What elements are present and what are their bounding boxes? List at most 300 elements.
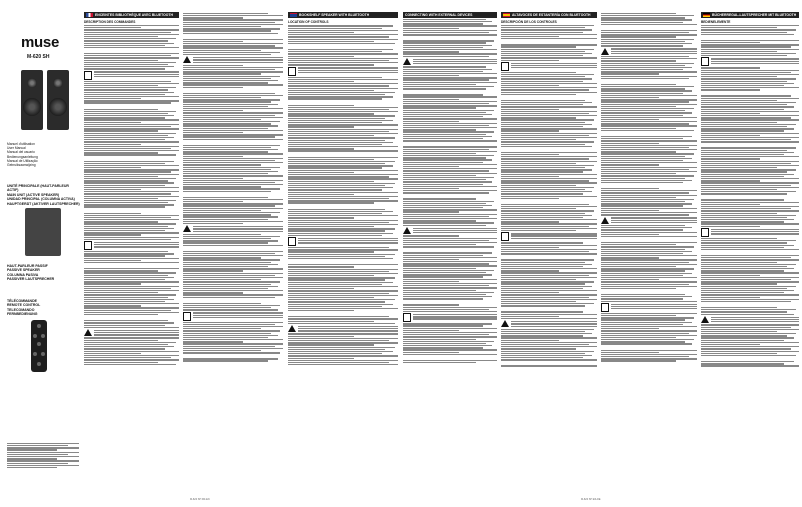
text-line [84,362,158,363]
text-line [183,149,278,150]
remote-legend [7,442,79,469]
text-line [183,71,283,72]
text-line [601,140,697,141]
text-line [84,322,174,323]
text-line [288,340,389,341]
text-line [183,203,283,204]
text-line [84,122,141,123]
text-line [183,153,283,154]
text-line [501,335,583,336]
text-line [183,132,243,133]
text-line [701,331,777,332]
recycle-bin-icon [288,67,296,76]
text-line [601,73,659,74]
text-line [601,190,697,191]
text-line [701,83,794,84]
text-line [601,236,697,237]
text-line [84,260,141,261]
text-line [183,210,261,211]
text-line [288,64,374,65]
text-line [501,180,589,181]
text-line [183,297,275,298]
text-line [501,353,585,354]
warning-block [84,329,179,336]
text-line [403,155,494,156]
text-line [403,123,497,124]
text-line [183,106,268,107]
text-line [403,34,497,35]
text-line [601,90,692,91]
text-line [601,30,697,31]
text-line [183,84,283,85]
text-line [601,117,697,118]
text-line [84,297,168,298]
text-line [701,147,796,148]
text-line [288,172,354,173]
text-line [288,79,398,80]
text-line [288,209,385,210]
text-line [183,115,275,116]
section-header-fr [84,12,179,18]
text-line [183,108,283,109]
text-line [84,196,179,197]
text-line [403,285,489,286]
text-line [84,178,176,179]
text-line [288,150,398,151]
text-line [701,167,777,168]
text-line [183,101,271,102]
section-subtitle: DESCRIPCIÓN DE LOS CONTROLES [501,20,557,24]
text-line [183,95,283,96]
recycle-bin-icon [501,232,509,241]
section-title: BÜCHERREGAL-LAUTSPRECHER MIT BLUETOOTH [712,13,797,17]
text-line [288,140,385,141]
text-line [403,192,489,193]
text-line [288,308,398,309]
text-line [288,228,395,229]
text-line [403,179,486,180]
warning-block [601,217,697,224]
text-line [601,171,697,172]
text-line [601,356,689,357]
text-line [501,275,589,276]
text-line [601,229,683,230]
text-line [183,164,261,165]
text-line [403,207,483,208]
text-line [288,249,398,250]
text-line [84,94,165,95]
text-line [601,88,685,89]
text-line [701,238,777,239]
text-line [403,19,486,20]
text-line [288,196,398,197]
text-line [403,153,476,154]
text-line [701,351,799,352]
text-line [288,258,393,259]
text-line [84,299,174,300]
warning-block [183,56,283,63]
text-line [701,154,784,155]
text-line [501,89,589,90]
text-line [183,67,283,68]
text-line [84,294,176,295]
text-line [288,256,385,257]
text-line [84,327,179,328]
text-line [501,49,594,50]
text-line [288,135,374,136]
text-line [288,176,389,177]
text-line [403,255,483,256]
text-line [288,157,398,158]
text-line [601,58,697,59]
text-line [701,156,799,157]
text-line [183,216,278,217]
text-line [288,266,354,267]
text-line [84,98,141,99]
text-line [601,337,676,338]
text-line [501,247,559,248]
caption-line: TELECOMANDO [7,307,35,312]
text-line [701,242,787,243]
text-line [701,163,791,164]
text-line [84,325,165,326]
text-line [183,33,278,34]
text-line [501,174,597,175]
text-line [288,53,398,54]
text-line [701,176,784,177]
text-line [403,263,489,264]
text-line [701,40,799,41]
passive-speaker-caption [7,264,54,282]
text-line [403,283,497,284]
text-line [501,53,592,54]
text-line [601,249,685,250]
text-line [183,294,283,295]
text-line [403,23,483,24]
text-line [183,286,278,287]
text-line [701,104,787,105]
text-line [701,189,777,190]
text-line [183,352,280,353]
text-line [183,292,243,293]
text-line [701,268,794,269]
text-line [601,339,694,340]
text-line [288,349,385,350]
text-line [501,249,597,250]
text-line [501,152,597,153]
text-line [288,230,385,231]
text-line [501,303,594,304]
text-line [183,290,283,291]
text-line [501,102,592,103]
text-line [183,303,261,304]
text-line [403,45,492,46]
text-line [403,270,494,271]
text-line [84,281,179,282]
text-line [501,46,576,47]
text-line [84,301,165,302]
text-line [84,66,174,67]
text-line [601,214,689,215]
text-line [183,205,275,206]
text-line [501,228,597,229]
text-line [403,339,476,340]
text-line [288,56,354,57]
text-line [288,217,354,218]
text-line [601,175,694,176]
text-line [701,283,777,284]
text-line [701,314,794,315]
text-line [601,227,692,228]
text-line [601,39,694,40]
text-line [288,90,374,91]
text-line [183,123,271,124]
en-text-2 [403,19,497,364]
text-line [601,164,659,165]
text-line [601,147,689,148]
text-line [701,87,799,88]
text-line [183,234,261,235]
footer-code: M-620 SH FR-EN [190,498,210,501]
text-line [403,309,489,310]
text-line [84,81,171,82]
text-line [403,272,486,273]
text-line [84,213,141,214]
text-line [501,191,592,192]
text-line [183,73,261,74]
text-line [501,57,597,58]
text-line [403,186,497,187]
text-line [288,224,398,225]
text-line [84,217,171,218]
text-line [501,133,597,134]
text-line [84,314,158,315]
text-line [403,173,497,174]
text-line [701,161,799,162]
text-line [288,124,398,125]
woofer-icon [49,98,67,116]
text-line [501,272,597,273]
text-line [501,230,576,231]
text-line [183,47,283,48]
text-line [501,318,597,319]
text-line [288,43,395,44]
text-line [701,89,760,90]
text-line [84,144,141,145]
text-line [84,148,171,149]
text-line [84,348,165,349]
text-line [601,360,676,361]
text-line [601,56,689,57]
text-line [701,270,784,271]
text-line [183,255,283,256]
warning-triangle-icon [601,217,609,224]
text-line [601,128,676,129]
text-line [84,126,171,127]
text-line [501,221,559,222]
text-line [403,138,483,139]
text-line [84,137,174,138]
text-line [288,60,389,61]
text-line [183,15,283,16]
text-line [288,32,354,33]
text-line [701,55,787,56]
text-line [288,28,382,29]
text-line [403,82,497,83]
text-line [84,310,171,311]
text-line [701,259,799,260]
text-line [288,295,398,296]
text-line [183,41,243,42]
text-line [84,228,174,229]
text-line [501,193,583,194]
de-column [701,12,799,502]
text-line [84,161,174,162]
text-line [403,71,483,72]
text-line [403,281,459,282]
warning-triangle-icon [288,325,296,332]
text-line [501,169,592,170]
text-line [701,25,799,26]
text-line [84,89,168,90]
text-line [403,343,486,344]
text-line [701,29,796,30]
text-line [501,355,592,356]
text-line [183,238,271,239]
text-line [601,112,692,113]
text-line [84,100,179,101]
text-line [601,335,697,336]
text-line [701,100,777,101]
text-line [403,209,497,210]
text-line [84,223,176,224]
text-line [701,34,794,35]
text-line [701,44,799,45]
warning-block [288,67,398,76]
text-line [601,15,694,16]
text-line [701,199,784,200]
text-line [403,40,494,41]
text-line [501,259,594,260]
text-line [183,262,271,263]
text-line [288,318,398,319]
text-line [501,251,589,252]
text-line [601,296,692,297]
text-line [501,38,597,39]
text-line [601,69,683,70]
text-line [288,251,374,252]
text-line [601,178,685,179]
text-line [84,230,165,231]
text-line [403,131,494,132]
text-line [403,136,492,137]
text-line [183,13,268,14]
text-line [84,180,168,181]
text-line [501,299,597,300]
text-line [288,271,389,272]
text-line [501,156,597,157]
caption-line: COLUMNA PASIVA [7,272,39,277]
text-line [288,144,382,145]
section-title: CONNECTING WITH EXTERNAL DEVICES [405,13,473,17]
text-line [501,288,583,289]
warning-triangle-icon [601,48,609,55]
text-line [84,83,179,84]
text-line [288,81,354,82]
text-line [601,86,694,87]
text-line [403,198,476,199]
text-line [403,330,459,331]
text-line [501,165,594,166]
text-line [288,170,398,171]
text-line [183,112,283,113]
text-line [183,160,275,161]
text-line [288,126,354,127]
text-line [84,357,171,358]
text-line [701,301,791,302]
text-line [288,342,398,343]
text-line [403,360,497,361]
text-line [403,86,494,87]
text-line [601,225,685,226]
text-line [84,232,179,233]
text-line [288,146,398,147]
text-line [288,200,398,201]
text-line [501,215,592,216]
text-line [183,236,280,237]
text-line [183,245,283,246]
text-line [701,348,791,349]
text-line [183,184,283,185]
text-line [501,72,576,73]
section-header-de [701,12,799,18]
text-line [84,351,179,352]
text-line [601,119,659,120]
warning-block [701,316,799,323]
text-line [701,76,777,77]
text-line [183,253,275,254]
text-line [288,215,398,216]
text-line [183,110,243,111]
text-line [403,252,492,253]
text-line [501,78,592,79]
warning-block [403,313,497,322]
text-line [84,124,179,125]
text-line [288,88,398,89]
text-line [288,290,398,291]
text-line [701,337,794,338]
warning-block [183,225,283,232]
text-line [501,277,597,278]
text-line [183,326,283,327]
text-line [84,342,176,343]
text-line [84,303,179,304]
text-line [701,42,760,43]
text-line [501,281,594,282]
text-line [183,17,243,18]
flag-es-icon [503,13,510,16]
text-line [601,270,685,271]
text-line [288,192,398,193]
text-line [288,113,374,114]
text-line [84,68,165,69]
text-line [288,364,398,365]
text-line [84,255,165,256]
text-line [288,277,395,278]
text-line [501,176,559,177]
text-line [501,198,559,199]
text-line [601,45,683,46]
